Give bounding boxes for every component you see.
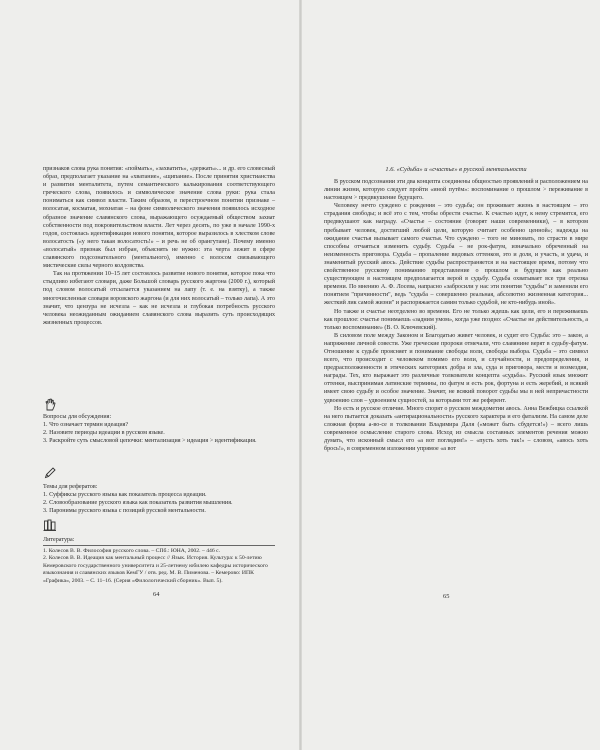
right-paragraph-4: В силовом поле между Законом и Благодатью живет человек, и судит его Судьба: это – закон, а напряжение личной совести. Уже греческие пророки отмечали, что славянине верят в судьбу-фатум. Отношение к судьбе проясняет и понимание свободы воли, свободы выбора. Судьба – это символ всего, что происходит с человеком помимо его воли, и случайности, и предопределения, и предрасположенности в этических категориях добра и зла, суда и приговора, мести и возмездия, награды. Тех, кто выражает это различные толкователи концепта «судьба». Русский язык множит оттенки, выспринимая латинские термины, по фатум и есть рок, фортуна и есть жеребий, и всякий имеет свою судьбу и особое значение. Значит, не всякий поворот судьбы мы в ней непричастности удвоению слов – удвоением сущностей, за которыми тот же референт. — [324, 332, 588, 404]
right-paragraph-5: Но есть и русское отличие. Много спорят о русском междометии авось. Анна Вежбицка ссылкой на него пытается доказать «антирациональности» русского характера и его фатализм. На самом деле сложная форма а-во-се в толковании Владимира Даля («может быть сбудется!») – всего лишь современное осмысление старого слова. Исход из смысла составных элементов речения можно думать, что исконный смысл его «а вот поглядим!» – «пусть хоть так!» – словом, «авось хоть брось!», в современном изложении упрямое «а вот — [324, 405, 588, 453]
literature-item-1: 1. Колесов В. В. Философия русского слова. – СПб.: ЮНА, 2002. – 446 с. — [43, 548, 221, 554]
topic-item-2: 2. Словообразование русского языка как показатель развития мышления. — [43, 500, 233, 507]
question-item-2: 2. Назовите периоды идеации в русском языке. — [43, 430, 165, 437]
left-page — [0, 0, 299, 750]
right-page — [302, 0, 600, 750]
questions-title: Вопросы для обсуждения: — [43, 414, 112, 420]
right-paragraph-2: Человеку нечто суждено с рождения – это судьба; он проживает жизнь в настоящем – это страдания свободы; и всё это с тем, чтобы обрести счастье. К счастью идут, к нему стремятся, его предвкушают как награду. «Счастье – состояние (говорят наши современники), – в котором пребывает человек, достигший любой цели, которую считает особенно ценной»; надежда на ожидание счастья вызывает самого счастья. Что суждено – того не миновать, по страсти в мире способны отчаяться изменить судьбу. Судьба – не рок-фатум, изначально обреченный на неизменность приговора. Судьба – пропаление видовых оттенков, это и доля, и участь, и удача, и знаменитый русский авось. Действие судьбы распространяется и на настоящее время, потому что свойственное русскому пониманию представление о прошлом и будущем как реально существующем в настоящем предполагается верой в судьбу. Судьба охватывает все три отрезка времени. По мнению А. Ф. Лосева, напрасно «забросили у нас эти понятия "судьбы" и заменили его понятием "причинности", ведь "судьба – совершенно реальная, абсолютно жизненная категория... жесткий лик самой жизни" и распоряжается самим только судьбой, не кто-нибудь иной». — [324, 203, 588, 307]
literature-title — [43, 536, 275, 544]
literature-heading: Литература: — [43, 537, 75, 543]
discussion-questions — [43, 413, 275, 445]
section-title: 1.6. «Судьба» и «счастье» в русской ментальности — [385, 166, 527, 173]
literature-item-2: 2. Колесов В. В. Идеация как ментальный процесс // Язык. История. Культура: к 50-летию Кемеровского государственного университета и 25-летнему юбилею кафедры исторического языкознания и славянских языков КемГУ / отв. ред. М. В. Пименова. – Кемерово: ИПК «Графика», 2003. – С. 11–16. (Серия «Филологический сборник». Вып. 5). — [43, 555, 268, 584]
literature-list — [43, 548, 275, 585]
left-paragraph-1: признаков слова рука понятия: «поймать», «захватить», «держать»... и др. его словесный образ, предполагает указание на «хватание», «щипание». После принятия христианства и развития менталитета, путем семантического калькирования соответствующего греческого слова, появилось и символическое значение слова руки: рука стала пониматься как символ власти. Таким образом, в перестроечном понятии признаке – волосатая, косматая, мохнатая – на фоне символического значения появилось исходное образное значение славянского слова, выражающего осуждаемый обществом захват собственности под покровительством власти. Лет через десять, по уже в начале 1990-х годов, состоялась идентификация нового понятия, которое выразилось в хлестком слове волосатость («у него такая волосатость!» – и речь не об орангутане). Почему именно «волосатый» признак был избран, объяснять не нужно: эта черта лежит в сфере славянского подсознательного (ментального), именно с волосом связывающего мистические силы черного колдовства. — [43, 166, 275, 270]
report-topics — [43, 483, 275, 515]
topics-title: Темы для рефератов: — [43, 484, 98, 490]
hand-icon — [43, 398, 57, 412]
page-number-left: 64 — [153, 591, 160, 598]
question-item-3: 3. Раскройте суть смысловой цепочки: ментализация > идеация > идентификация. — [43, 438, 257, 445]
question-item-1: 1. Что означает термин идеация? — [43, 422, 129, 429]
left-paragraph-2: Так на протяжении 10–15 лет состоялось развитие нового понятия, которое пока что стыдливо избегают словари, даже Большой словарь русского жаргона (2000 г.), который под словом волосатый отсылается указанием на лапу (т. е. на взятку), а также многочисленные словари воровского жаргона (и для них волосатый – только лапа). А это значит, что цензура не исчезла – как не исчезла и глубокая потребность русского человека неожиданным ожиданием славянского слова выразить суть происходящих жизненных процессов. — [43, 271, 275, 326]
right-body-text — [324, 178, 588, 453]
topic-item-3: 3. Паронимы русского языка с позиций русской ментальности. — [43, 508, 206, 515]
left-body-text — [43, 165, 275, 327]
right-paragraph-3: Но также и счастье неотделено во времени. Его не только ждешь как цели, его и переживаешь как прошлое: счастье понимаешь «задним умом», когда уже поздно: «Счастье не действительность, а только воспоминание» (В. О. Ключевский). — [324, 308, 588, 331]
literature-divider — [43, 545, 275, 546]
books-icon — [43, 518, 57, 532]
right-paragraph-1: В русском подсознании эти два концепта соединены общностью проявлений и расположением на линии жизни, которую следует пройти «иной путём»: воспоминание о прошлом > переживание в настоящем > предвкушение будущего. — [324, 179, 588, 202]
pen-icon — [43, 466, 57, 480]
page-number-right: 65 — [443, 593, 450, 600]
topic-item-1: 1. Суффиксы русского языка как показатель процесса идеации. — [43, 492, 207, 499]
